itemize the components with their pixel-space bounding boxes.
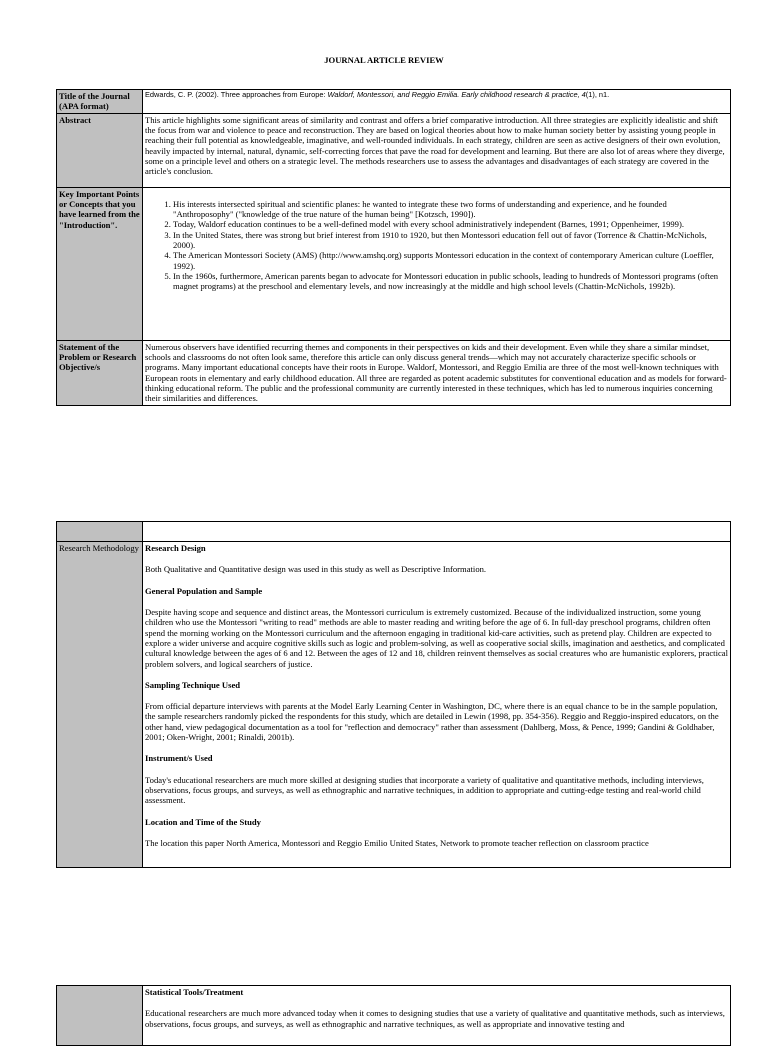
research-methodology-cell (143, 542, 731, 868)
table-row (57, 187, 731, 340)
section-heading: Location and Time of the Study (145, 816, 261, 827)
review-table-1 (56, 89, 731, 406)
empty-label-cell (57, 522, 143, 542)
table-row (57, 340, 731, 405)
list-item: 3. In the United States, there was strong but brief interest from 1910 to 1920, but then Montessori education fell out of favor (Torrence & Chattin-McNichols, 2000). (173, 230, 728, 251)
abstract-label: Abstract (57, 113, 143, 187)
title-of-journal-label: Title of the Journal (APA format) (57, 90, 143, 114)
list-item: 4. The American Montessori Society (AMS) (http://www.amshq.org) supports Montessori education in the context of contemporary American culture (Loeffler, 1992). (173, 250, 728, 271)
table-row (57, 986, 731, 1046)
statistical-tools-label-cell (57, 986, 143, 1046)
empty-content-cell (143, 522, 731, 542)
section-text: From official departure interviews with parents at the Model Early Learning Center in Washington, DC, where there is an equal chance to be in the sample population, the sample researchers randomly picked the respondents for this study, which are detailed in Lewin (1998, pp. 354-356). Reggio and Reggio-inspired educators, on the other hand, view pedagogical documentation as a tool for "reflection and democracy" rather than assessment (Dahlberg, Moss, & Pence, 1999; Gandini & Goldhaber, 2001; Oken-Wright, 2001; Rinaldi, 2001b). (145, 701, 719, 743)
review-table-3 (56, 985, 731, 1046)
table-row (57, 542, 731, 868)
citation-prefix: Edwards, C. P. (2002). Three approaches from Europe: (145, 90, 328, 99)
section-heading: Instrument/s Used (145, 753, 213, 764)
page-title: JOURNAL ARTICLE REVIEW (324, 55, 444, 65)
section-text: The location this paper North America, Montessori and Reggio Emilio United States, Network to promote teacher reflection on classroom practice (145, 837, 649, 848)
statistical-tools-cell (143, 986, 731, 1046)
key-points-list (145, 199, 728, 292)
abstract-text: This article highlights some significant areas of similarity and contrast and offers a brief comparative introduction. All three strategies are explicitly idealistic and shift the focus from war and violence to peace and reconstruction. They are based on logical theories about how to make human society better by assisting young people in reaching their full potential as knowledgeable, imaginative, and well-rounded individuals. In each strategy, children are seen as active designers of their own evolution, heavily impacted by internal, natural, dynamic, self-correcting forces that pave the road for development and learning. But there are also lot of areas where they diverge, some on a principle level and others on a strategic level. The methods researchers use to assess the advantages and disadvantages of each strategy are covered in the article's conclusion. (143, 113, 731, 187)
section-text: Educational researchers are much more advanced today when it comes to designing studies that use a variety of qualitative and quantitative methods, such as interviews, observations, focus groups, and surveys, as well as ethnographic and narrative techniques, as well as appropriate and innovative testing and (145, 1008, 725, 1029)
review-table-2 (56, 521, 731, 868)
section-heading: Research Design (145, 543, 206, 553)
research-methodology-label: Research Methodology (57, 542, 143, 868)
list-item: 1. His interests intersected spiritual and scientific planes: he wanted to integrate these two forms of understanding and experience, and he founded "Anthroposophy" ("knowledge of the true nature of the human being" [Kotzsch, 1990]). (173, 199, 728, 220)
problem-statement-label: Statement of the Problem or Research Objective/s (57, 340, 143, 405)
section-text: Today's educational researchers are much more skilled at designing studies that incorporate a variety of qualitative and quantitative methods, including interviews, observations, focus groups, and surveys, as well as ethnographic and narrative techniques, in addition to appropriate and cutting-edge testing and real-world child assessment. (145, 774, 704, 806)
section-heading: Statistical Tools/Treatment (145, 987, 244, 997)
table-row (57, 522, 731, 542)
section-heading: General Population and Sample (145, 585, 263, 596)
section-text: Despite having scope and sequence and distinct areas, the Montessori curriculum is extremely customized. Because of the individualized instruction, some young children who use the Montessori "writing to read" methods are able to master reading and writing before the age of 6. In full-day preschool programs, children often spend the morning working on the Montessori curriculum and the afternoon engaging in traditional kid-care activities, such as pretend play. Children are expected to explore a wider universe and acquire cognitive skills such as logic and problem-solving, as well as cooperative social skills, imagination and aesthetics, and complicated cultural knowledge between the ages of 6 and 12. Between the ages of 12 and 18, children reinvent themselves as social creatures who are humanistic explorers, practical problem solvers, and logical searchers of justice. (145, 606, 728, 669)
section-text: Both Qualitative and Quantitative design was used in this study as well as Descriptive Information. (145, 564, 487, 575)
citation-cell (143, 90, 731, 114)
key-points-cell (143, 187, 731, 340)
table-row (57, 90, 731, 114)
citation-suffix: (1), n1. (585, 90, 610, 99)
list-item: 5. In the 1960s, furthermore, American parents began to advocate for Montessori education in public schools, leading to hundreds of Montessori programs (often magnet programs) at the preschool and elementary levels, and now increasingly at the middle and high school levels (Chattin-McNichols, 1992b). (173, 271, 728, 292)
citation-italic: Waldorf, Montessori, and Reggio Emilia. Early childhood research & practice, 4 (327, 90, 586, 99)
table-row (57, 113, 731, 187)
list-item: 2. Today, Waldorf education continues to be a well-defined model with every school administratively independent (Barnes, 1991; Oppenheimer, 1999). (173, 219, 728, 229)
problem-statement-text: Numerous observers have identified recurring themes and components in their perspectives on kids and their development. Even while they share a similar mindset, schools and classrooms do not often look same, therefore this article can only discuss general trends—which may not accurately characterize specific schools or programs. Many important educational concepts have their roots in Europe. Waldorf, Montessori, and Reggio Emilia are three of the most well-known techniques with European roots in elementary and early childhood education. All three are regarded as potent academic substitutes for conventional education and as models for forward-thinking educational reform. The public and the professional community are currently interested in these techniques, which has led to numerous inquiries concerning their similarities and differences. (143, 340, 731, 405)
key-points-label: Key Important Points or Concepts that you have learned from the "Introduction". (57, 187, 143, 340)
section-heading: Sampling Technique Used (145, 679, 241, 690)
